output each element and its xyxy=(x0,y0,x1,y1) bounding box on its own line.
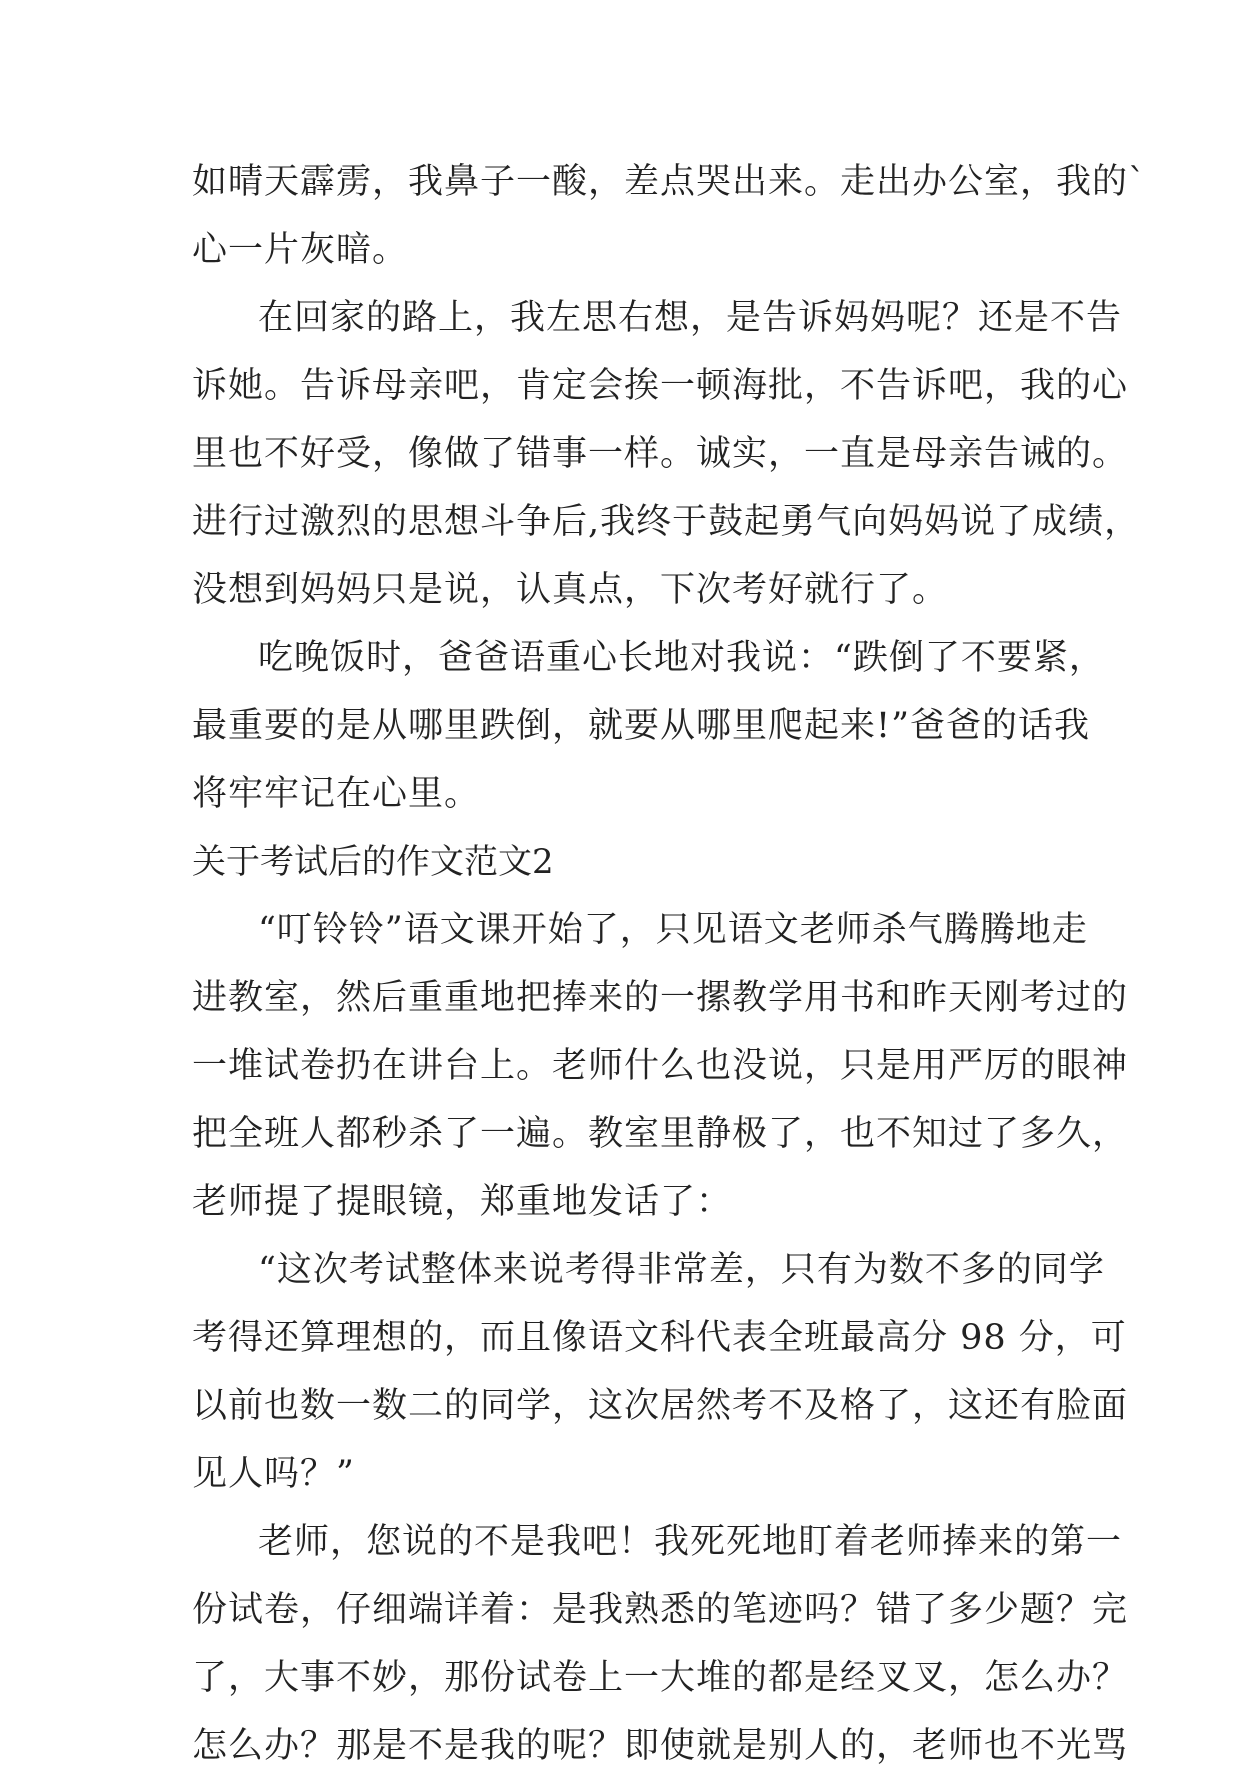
essay-title: 关于考试后的作文范文2 xyxy=(192,842,554,882)
text-line: 见人吗？” xyxy=(192,1454,355,1494)
text-line: 把全班人都秒杀了一遍。教室里静极了，也不知过了多久， xyxy=(192,1114,1129,1154)
text-line: 进行过激烈的思想斗争后,我终于鼓起勇气向妈妈说了成绩， xyxy=(192,502,1141,542)
text-line: 心一片灰暗。 xyxy=(192,230,409,270)
text-line: 如晴天霹雳，我鼻子一酸，差点哭出来。走出办公室，我的` xyxy=(192,162,1147,202)
text-line: 老师，您说的不是我吧！我死死地盯着老师捧来的第一 xyxy=(258,1522,1123,1562)
text-line: 里也不好受，像做了错事一样。诚实，一直是母亲告诫的。 xyxy=(192,434,1129,474)
text-line: 老师提了提眼镜，郑重地发话了： xyxy=(192,1182,733,1222)
text-line: 考得还算理想的，而且像语文科代表全班最高分 98 分，可 xyxy=(192,1318,1127,1358)
text-line: 怎么办？那是不是我的呢？即使就是别人的，老师也不光骂 xyxy=(192,1726,1129,1766)
text-line: 诉她。告诉母亲吧，肯定会挨一顿海批，不告诉吧，我的心 xyxy=(192,366,1129,406)
text-line: 以前也数一数二的同学，这次居然考不及格了，这还有脸面 xyxy=(192,1386,1129,1426)
text-line: 最重要的是从哪里跌倒，就要从哪里爬起来!”爸爸的话我 xyxy=(192,706,1090,746)
text-line: 进教室，然后重重地把捧来的一摞教学用书和昨天刚考过的 xyxy=(192,978,1129,1018)
text-line: 份试卷，仔细端详着：是我熟悉的笔迹吗？错了多少题？完 xyxy=(192,1590,1129,1630)
text-line: 在回家的路上，我左思右想，是告诉妈妈呢？还是不告 xyxy=(258,298,1123,338)
text-line: 没想到妈妈只是说，认真点，下次考好就行了。 xyxy=(192,570,949,610)
essay-body xyxy=(192,148,1147,1780)
text-line: “叮铃铃”语文课开始了，只见语文老师杀气腾腾地走 xyxy=(258,910,1088,950)
text-line: 一堆试卷扔在讲台上。老师什么也没说，只是用严厉的眼神 xyxy=(192,1046,1129,1086)
text-line: 了，大事不妙，那份试卷上一大堆的都是经叉叉，怎么办？ xyxy=(192,1658,1129,1698)
text-line: 吃晚饭时，爸爸语重心长地对我说：“跌倒了不要紧， xyxy=(258,638,1105,678)
text-line: “这次考试整体来说考得非常差，只有为数不多的同学 xyxy=(258,1250,1105,1290)
text-line: 将牢牢记在心里。 xyxy=(192,774,481,814)
